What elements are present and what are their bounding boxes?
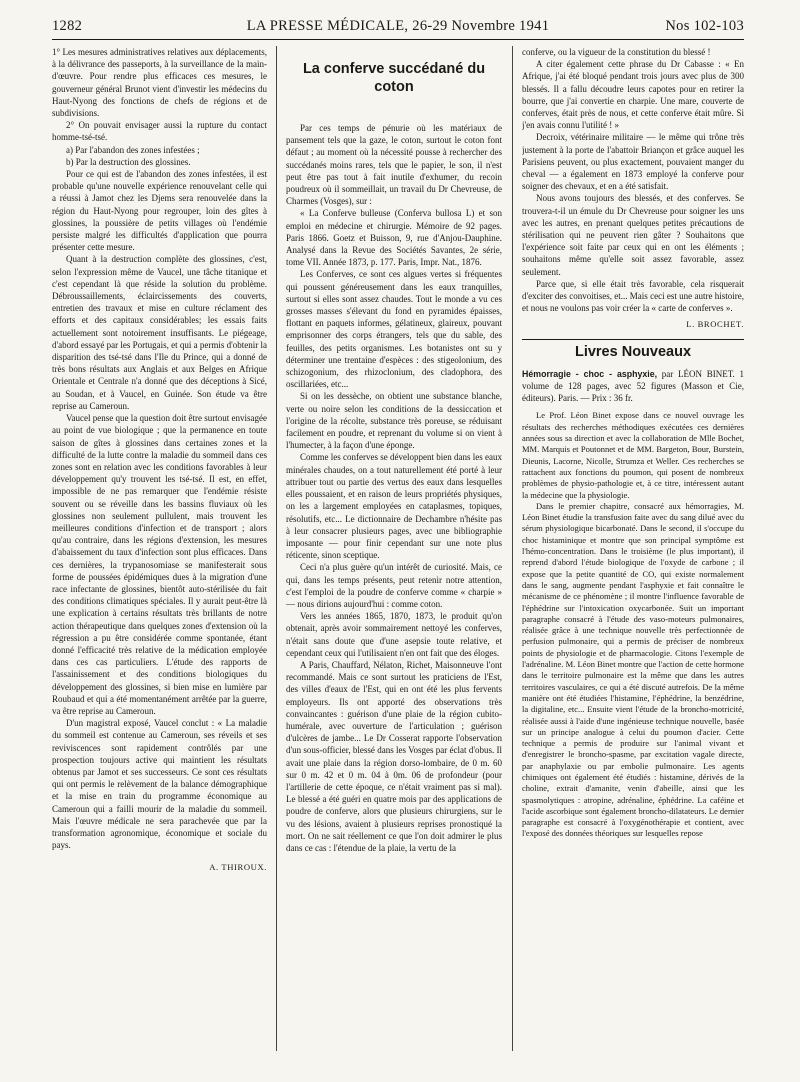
paragraph: 1° Les mesures administratives relatives aux déplacements, à la délivrance des passeports, à la surveillance de la main-d'œuvre. Pour rendre plus efficaces ces mesures, le gouverneur général Brunot vient d'investir les médecins du Haut-Nyong des fonctions de chefs de régions et de subdivisions.: [52, 47, 267, 119]
paragraph: 2° On pouvait envisager aussi la rupture du contact homme-tsé-tsé.: [52, 120, 267, 143]
section-rule: [522, 339, 744, 340]
paragraph: Pour ce qui est de l'abandon des zones infestées, il est probable qu'une nouvelle expérience renouvelant celle qui a réussi à Jamot chez les Djems sera renouvelée dans la région du Haut-Nyong pour regrouper, loin des gîtes à glossines, la poussière de petits villages où l'endémie persiste malgré les difficultés d'application que pourra présenter cette mesure.: [52, 169, 267, 253]
article-title: La conferve succédané du coton: [302, 61, 486, 95]
paragraph: Parce que, si elle était très favorable, cela risquerait d'exciter des convoitises, et... Mais ceci est une autre histoire, et nous ne voulons pas voir créer la « carte de conferves ».: [522, 278, 744, 314]
paragraph: Ceci n'a plus guère qu'un intérêt de curiosité. Mais, ce qui, dans les temps présents, peut retenir notre attention, c'est l'emploi de la poudre de conferve comme « charpie » — nous dirions aujourd'hui : comme coton.: [286, 562, 502, 609]
column-1: [52, 46, 267, 1051]
page-header: [52, 16, 744, 38]
column-divider-2: [512, 46, 513, 1051]
paragraph: Comme les conferves se développent bien dans les eaux minérales chaudes, on a tout naturellement été porté à leur attribuer tout ou partie des vertus des eaux dans lesquelles elles poussaient, et en raison de leurs propriétés physiques, on les a largement employées en cataplasmes, topiques, résolutifs, etc... Le dictionnaire de Dechambre n'hésite pas à leur consacrer plusieurs pages, avec une bibliographie imposante — pour finir cependant sur une note plus réticente, sinon sceptique.: [286, 452, 502, 561]
paragraph: D'un magistral exposé, Vaucel conclut : « La maladie du sommeil est contenue au Cameroun, ses réveils et ses reviviscences sont rapidement contrôlés par une prospection toujours active qui maintient les résultats obtenus par Jamot et ses successeurs. Ce sont ces résultats qui ont permis le relèvement de la balance démographique et la mise en train du programme économique au Cameroun qui a failli mourir de la maladie du sommeil. Mais l'œuvre médicale ne sera parachevée que par la transformation agronomique, économique et sociale du pays.: [52, 718, 267, 851]
book-author: par LÉON BINET.: [661, 368, 735, 379]
paragraph: A citer également cette phrase du Dr Cabasse : « En Afrique, j'ai été bloqué pendant trois jours avec plus de 300 blessés. Il a fallu découdre leurs capotes pour en retirer la bourre, que j'ai convertie en charpie. Une mare, couverte de conferves, était près de nous, et cette conferve était mûre. Si j'en avais connu l'utilité ! »: [522, 59, 744, 131]
paragraph: a) Par l'abandon des zones infestées ;: [66, 144, 200, 155]
paragraph: conferve, ou la vigueur de la constitution du blessé !: [522, 47, 711, 57]
paragraph: Decroix, vétérinaire militaire — le même qui trône très justement à la porte de l'abattoir Briançon et grâce auquel les Parisiens peuvent, ou plus exactement, pouvaient manger du cheval — a également en 1873 employé la conferve pour soigner des chevaux, et en a été satisfait.: [522, 132, 744, 192]
author-signature: L. BROCHET.: [686, 319, 744, 330]
column-3: [522, 46, 744, 1051]
book-title: Hémorragie - choc - asphyxie,: [522, 368, 658, 379]
section-title: Livres Nouveaux: [574, 343, 692, 360]
journal-title: LA PRESSE MÉDICALE, 26-29 Novembre 1941: [246, 18, 550, 34]
book-details: 1 volume de 128 pages, avec 52 figures (Masson et Cie, éditeurs). Paris. — Prix : 36 fr.: [522, 368, 744, 404]
column-divider-1: [276, 46, 277, 1051]
page-number: 1282: [52, 18, 83, 34]
paragraph: Le Prof. Léon Binet expose dans ce nouvel ouvrage les résultats des recherches méthodiques exécutées ces dernières années sous sa direction et avec la collaboration de Mlle Bochet, MM. Marquis et Poutonnet et de MM. Bargeton, Bour, Burstein, Dieunis, Lacorne, Nicolle, Strumza et Weller. Ces recherches se rattachent aux fonctions du poumon, qui posent de nombreux problèmes de physio-pathologie et, à ce titre, intéressent autant la médecine que la physiologie.: [522, 410, 744, 500]
paragraph: Nous avons toujours des blessés, et des conferves. Se trouvera-t-il un émule du Dr Chevreuse pour soigner les uns avec les autres, en prenant quelques petites précautions de stérilisation qui ne peuvent rien gâter ? Souhaitons que l'expérience soit faite par ceux qui en ont les éléments ; souhaitons même qu'elle soit assez favorable, assez seulement.: [522, 193, 744, 277]
paragraph: Les Conferves, ce sont ces algues vertes si fréquentes qui poussent généreusement dans les eaux tranquilles, surtout si elles sont assez chaudes. Tout le monde a vu ces grosses masses s'élevant du fond en pyramides épaisses, flottant en paquets informes, gélatineux, glaireux, pouvant emprisonner des corps étrangers, tels que du sable, des feuilles, des petits organismes. Les botanistes ont su y déterminer une trentaine d'espèces : des stigeolonium, des schizogonium, des rhizoclonium, des cladophora, des oscillariées, etc...: [286, 269, 502, 390]
column-2: [286, 46, 502, 1051]
paragraph: Si on les dessèche, on obtient une substance blanche, verte ou noire selon les conditions de la dessiccation et l'origine de la récolte, substance très poreuse, se réduisant facilement en poudre, et reprenant du volume si on vient à l'humecter, à la façon d'une éponge.: [286, 391, 502, 451]
paragraph: Quant à la destruction complète des glossines, c'est, selon l'expression même de Vaucel, une tâche titanique et c'est cependant là que réside la solution du problème. Débroussaillements, éclaircissements des couverts, entretien des travaux et mise en culture réclament des efforts et des capitaux considérables; les essais faits actuellement sont notoirement insuffisants. Le piégeage, d'abord essayé par les Portugais, et qui a permis d'obtenir la disparition des tsé-tsé dans l'Ile du Prince, qui a donné de très bons résultats aux Anglais et aux Belges en Afrique Orientale et Centrale n'a donné que des déceptions à Sicé, au Soudan, et à Vaucel, en Guinée. Son étude va être reprise au Cameroun.: [52, 254, 267, 411]
issue-numbers: Nos 102-103: [665, 18, 744, 34]
book-heading: [522, 368, 744, 405]
header-rule: [52, 39, 744, 40]
paragraph: b) Par la destruction des glossines.: [66, 156, 191, 167]
paragraph: A Paris, Chauffard, Nélaton, Richet, Maisonneuve l'ont recommandé. Mais ce sont surtout les praticiens de l'Est, des villes d'eaux de l'Est, qui en ont été les plus fervents employeurs. Ils ont apporté des observations très convaincantes : guérison d'une plaie de la région cubito-humérale, avec ouverture de l'articulation ; guérison d'ulcères de jambe... Le Dr Cosserat rapporte l'observation d'un sous-officier, blessé dans les Vosges par éclat d'obus. Il avait une plaie dans la région dorso-lombaire, de 0 m. 60 sur 0 m. 42 et 0 m. 04 à 0m. 06 de profondeur (pour l'artillerie de cette époque, ce n'était vraiment pas si mal). Le blessé a été guéri en quatre mois par des applications de poudre de conferve, alors que plusieurs chirurgiens, sur le vu des lésions, avaient à plusieurs reprises pronostiqué la mort. On ne sait réellement ce que l'on doit admirer le plus dans ce cas : l'étendue de la plaie, la vertu de la: [286, 659, 502, 853]
paragraph: Vers les années 1865, 1870, 1873, le produit qu'on obtenait, après avoir sommairement nettoyé les conferves, n'était sans doute que d'une asepsie toute relative, et cependant ceux qui l'utilisaient n'en ont fait que des éloges.: [286, 611, 502, 658]
book-review: [522, 410, 744, 839]
paragraph: « La Conferve bulleuse (Conferva bullosa L) et son emploi en médecine et chirurgie. Mémoire de 92 pages. Paris 1866. Goetz et Buisson, 9, rue d'Anjou-Dauphine. Analysé dans la Revue des Sociétés Savantes, 2e série, tome VII. Année 1873, p. 177. Paris, Impr. Nat., 1876.: [286, 208, 502, 268]
paragraph: Par ces temps de pénurie où les matériaux de pansement tels que la gaze, le coton, surtout le coton font défaut ; au moment où la nécessité pousse à rechercher des succédanés moins rares, tels que le papier, le son, il n'est peut être pas tout à fait inutile d'exhumer, du recoin poudreux où il sommeillait, un travail du Dr Chevreuse, de Charmes (Vosges), sur :: [286, 123, 502, 207]
author-signature: A. THIROUX.: [209, 862, 267, 873]
paragraph: Vaucel pense que la question doit être surtout envisagée au point de vue biologique ; que la permanence en toute saison de gîtes à glossines dans certaines zones et la difficulté de la lutte contre la maladie du sommeil dans ces zones sont en relation avec les conditions favorables à leur développement qu'y trouvent les tsé-tsé. Il est, en effet, impossible de ne pas remarquer que l'endémie résiste souvent ou se réveille dans les bassins fluviaux où les glossines non seulement pullulent, mais trouvent les meilleures conditions d'infection et de transport ; alors qu'au contraire, dans les régions d'extension, les mesures d'abaissement du taux d'infection sont plus efficaces. Dans ces dernières, la trypanosomiase se manifesterait sous forme de poussées épidémiques dues à la migration d'une race infectante de glossines, bientôt auto-stérilisée du fait des conditions climatiques spéciales. Il y aurait peut-être là une explication à certains résultats très brillants de notre action thérapeutique dans quelques zones d'extension où la régression a pu être considérée comme spontanée, étant donné l'efficacité très relative de la médication employée dans ces cas particuliers. L'étude des rapports de l'assainissement et des conditions biologiques du développement des glossines, si bien mise en lumière par Roubaud et qui a été momentanément arrêtée par la guerre, va être reprise au Cameroun.: [52, 413, 267, 716]
paragraph: Dans le premier chapitre, consacré aux hémorragies, M. Léon Binet étudie la transfusion faite avec du sang dilué avec du sérum physiologique bicarbonaté. Dans le second, il s'occupe du choc histaminique et montre que son principal symptôme est l'hémo-concentration. Dans le troisième (le plus important), il reprend d'abord l'étude biologique de l'oxyde de carbone ; il expose que la petite quantité de CO, qui existe normalement dans le sang, augmente pendant l'asphyxie et fait connaître le mécanisme de ce phénomène ; il montre l'influence favorable de l'éphédrine sur l'intoxication oxycarbonée. Suit un important paragraphe consacré à l'étude des vaso-moteurs pulmonaires, réalisée grâce à une technique nouvelle très perfectionnée de perfusion pulmonaire, qui a permis de préciser de nombreux points de physiologie et de pharmacologie. Citons l'exemple de l'adrénaline. M. Léon Binet montre que l'action de cette hormone dans le territoire pulmonaire est la même que dans les autres territoires vasculaires, ce qui a été discuté autrefois. De la même manière ont été étudiées l'histamine, l'éphédrine, la benzédrine, la digitaline, etc... Ensuite vient l'étude de la broncho-motricité, réalisée aussi à l'aide d'une ingénieuse technique nouvelle, basée sur un principe analogue à celui du poumon d'acier. Cette technique a permis de produire sur l'animal vivant et d'enregistrer le broncho-spasme, par excitation vagale directe, par anaphylaxie ou par embolie pulmonaire. Les agents chimiques ont également été étudiés : histamine, dérivés de la choline, extrait d'amanite, venin d'abeille, ainsi que les spasmolytiques : atropine, adrénaline, éphédrine. La caféine et l'acide ascorbique sont également broncho-dilatateurs. Le dernier paragraphe est consacré à l'oxygénothérapie et contient, avec l'exposé des données théoriques sur lesquelles repose: [522, 500, 744, 839]
